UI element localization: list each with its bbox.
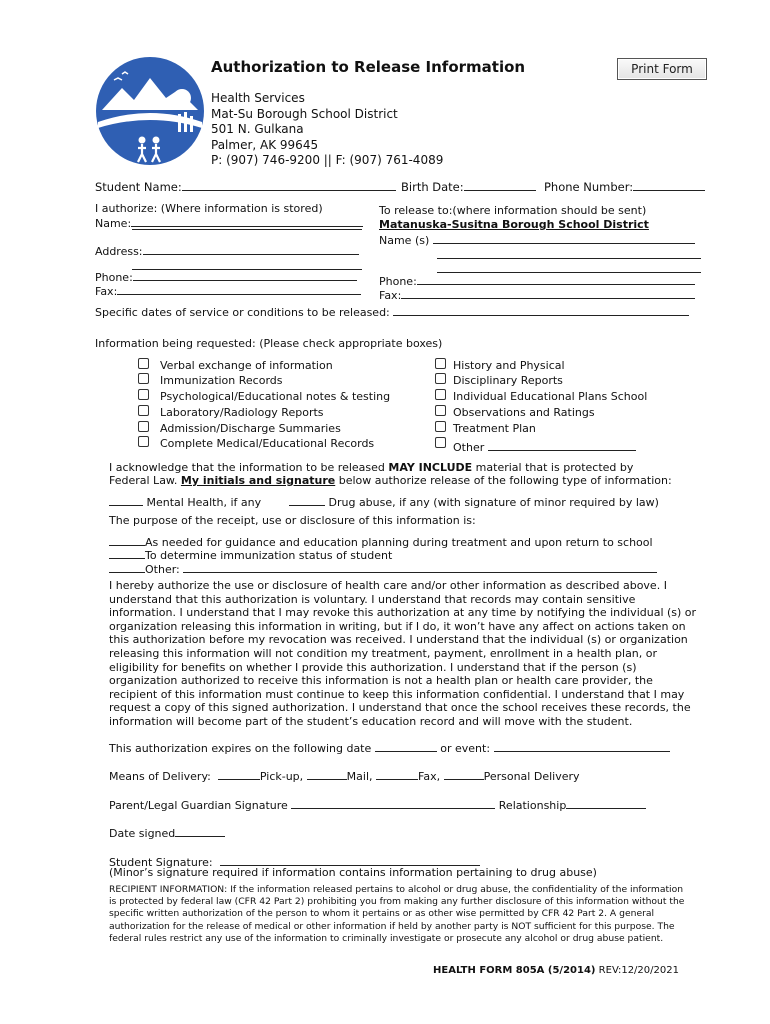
drug-abuse-option: Drug abuse, if any (with signature of minor required by law) (289, 494, 659, 509)
purpose-label: The purpose of the receipt, use or disclosure of this information is: (109, 514, 476, 527)
org-line: Health Services (211, 91, 305, 105)
authorize-name-field-2[interactable] (132, 229, 362, 230)
guardian-signature-field[interactable] (291, 797, 495, 809)
delivery-line: Means of Delivery: Pick-up, Mail, Fax, Personal Delivery (109, 770, 580, 783)
expires-event-field[interactable] (494, 740, 670, 752)
purpose-initials-3[interactable] (109, 561, 145, 573)
authorize-phone-field[interactable] (133, 269, 357, 281)
other-field[interactable] (488, 439, 636, 451)
print-form-button[interactable]: Print Form (617, 58, 707, 80)
checkbox-label: Verbal exchange of information (160, 359, 333, 372)
purpose-other-field[interactable] (183, 561, 657, 573)
release-fax-label: Fax: (379, 287, 695, 302)
authorize-label: I authorize: (Where information is stored) (95, 202, 323, 215)
mail-field[interactable] (307, 768, 347, 780)
date-signed-field[interactable] (175, 825, 225, 837)
drug-abuse-initials[interactable] (289, 494, 325, 506)
org-line: Mat-Su Borough School District (211, 107, 398, 121)
authorize-fax-field[interactable] (117, 283, 361, 295)
checkbox-label: Immunization Records (160, 374, 283, 387)
purpose-initials-2[interactable] (109, 547, 145, 559)
authorize-fax-label: Fax: (95, 283, 361, 298)
authorize-address-label: Address: (95, 243, 359, 258)
recipient-info-paragraph: RECIPIENT INFORMATION: If the information released pertains to alcohol or drug abuse, the confidentiality of the information is protected by federal law (CFR 42 Part 2) prohibiting you from making any further disclosure of this information without the specific written authorization of the person to whom it pertains or as other wise permitted by CFR 42 Part 2. A general authorization for the release of medical or other information if held by another party is NOT sufficient for this purpose. The federal rules restrict any use of the information to criminally investigate or prosecute any alcohol or drug abuse patient. (109, 884, 685, 944)
checkbox-iep[interactable] (435, 389, 446, 400)
student-signature-field[interactable] (220, 854, 480, 866)
authorization-paragraph: I hereby authorize the use or disclosure of health care and/or other information as described above. I understand that this authorization is voluntary. I understand that records may contain sensitive information. I understand that I may revoke this authorization at any time by notifying the individual (s) or organization releasing this information in writing, but if I do, it won’t have any affect on actions taken on this authorization before my revocation was received. I understand that the individual (s) or organization releasing this information will not condition my treatment, payment, enrollment in a health plan, or eligibility for benefits on whether I provide this authorization. I understand that if the person (s) organization authorized to receive this information is not a health plan or health care provider, the recipient of this information must continue to keep this information confidential. I understand that I may request a copy of this signed authorization. I understand that once the school receives these records, the information will become part of the student’s education record and will move with the student. (109, 579, 697, 728)
form-footer: HEALTH FORM 805A (5/2014) REV:12/20/2021 (433, 965, 679, 976)
authorize-name-label: Name: (95, 215, 363, 230)
release-phone-field[interactable] (417, 273, 695, 285)
checkbox-admission[interactable] (138, 421, 149, 432)
phone-number-field[interactable] (633, 179, 705, 191)
checkbox-immunization[interactable] (138, 373, 149, 384)
release-name-label: Name (s) (379, 232, 695, 247)
org-line: P: (907) 746-9200 || F: (907) 761-4089 (211, 153, 444, 167)
mental-health-initials[interactable] (109, 494, 143, 506)
student-signature-note: (Minor’s signature required if information contains information pertaining to drug abuse) (109, 866, 597, 879)
student-name-label: Student Name: (95, 179, 396, 194)
release-name-field-2[interactable] (437, 258, 701, 259)
student-signature-line: Student Signature: (109, 854, 480, 869)
release-fax-field[interactable] (401, 287, 695, 299)
date-signed-line: Date signed (109, 825, 225, 840)
release-phone-label: Phone: (379, 273, 695, 288)
release-name-field[interactable] (433, 232, 695, 244)
specific-dates-label: Specific dates of service or conditions to be released: (95, 304, 689, 319)
checkbox-label: Laboratory/Radiology Reports (160, 406, 324, 419)
specific-dates-field[interactable] (393, 304, 689, 316)
authorize-name-field[interactable] (131, 215, 363, 227)
expires-date-field[interactable] (375, 740, 437, 752)
checkbox-history[interactable] (435, 358, 446, 369)
pickup-field[interactable] (218, 768, 260, 780)
authorize-phone-label: Phone: (95, 269, 357, 284)
guardian-line: Parent/Legal Guardian Signature Relationship (109, 797, 646, 812)
checkbox-label: Observations and Ratings (453, 406, 595, 419)
purpose-option-1: As needed for guidance and education planning during treatment and upon return to school (109, 534, 653, 549)
checkbox-other[interactable] (435, 437, 446, 448)
fax-delivery-field[interactable] (376, 768, 418, 780)
release-to-label: To release to:(where information should be sent) (379, 204, 647, 217)
org-line: Palmer, AK 99645 (211, 138, 319, 152)
student-name-field[interactable] (182, 179, 396, 191)
checkbox-label: Individual Educational Plans School (453, 390, 648, 403)
mental-health-option: Mental Health, if any (109, 494, 261, 509)
org-line: 501 N. Gulkana (211, 122, 304, 136)
checkbox-label: Admission/Discharge Summaries (160, 422, 341, 435)
purpose-option-3: Other: (109, 561, 657, 576)
checkbox-label: Complete Medical/Educational Records (160, 437, 375, 450)
form-title: Authorization to Release Information (211, 58, 526, 76)
acknowledge-line2: Federal Law. My initials and signature below authorize release of the following type of information: (109, 474, 672, 487)
checkbox-other-label: Other (453, 439, 636, 454)
purpose-option-2: To determine immunization status of student (109, 547, 392, 562)
checkbox-treatment[interactable] (435, 421, 446, 432)
info-requested-label: Information being requested: (Please check appropriate boxes) (95, 337, 443, 350)
checkbox-observations[interactable] (435, 405, 446, 416)
checkbox-label: Psychological/Educational notes & testing (160, 390, 391, 403)
checkbox-label: Treatment Plan (453, 422, 536, 435)
checkbox-verbal[interactable] (138, 358, 149, 369)
acknowledge-line1: I acknowledge that the information to be released MAY INCLUDE material that is protected by (109, 461, 634, 474)
checkbox-label: Disciplinary Reports (453, 374, 563, 387)
district-name: Matanuska-Susitna Borough School District (379, 218, 649, 231)
expires-line: This authorization expires on the following date or event: (109, 740, 670, 755)
authorize-address-field[interactable] (143, 243, 359, 255)
purpose-initials-1[interactable] (109, 534, 145, 546)
district-logo (94, 52, 206, 170)
checkbox-disciplinary[interactable] (435, 373, 446, 384)
phone-number-label: Phone Number: (544, 179, 705, 194)
checkbox-complete[interactable] (138, 436, 149, 447)
checkbox-lab[interactable] (138, 405, 149, 416)
relationship-field[interactable] (566, 797, 646, 809)
personal-delivery-field[interactable] (444, 768, 484, 780)
birth-date-field[interactable] (464, 179, 536, 191)
birth-date-label: Birth Date: (401, 179, 536, 194)
checkbox-psych[interactable] (138, 389, 149, 400)
checkbox-label: History and Physical (453, 359, 565, 372)
